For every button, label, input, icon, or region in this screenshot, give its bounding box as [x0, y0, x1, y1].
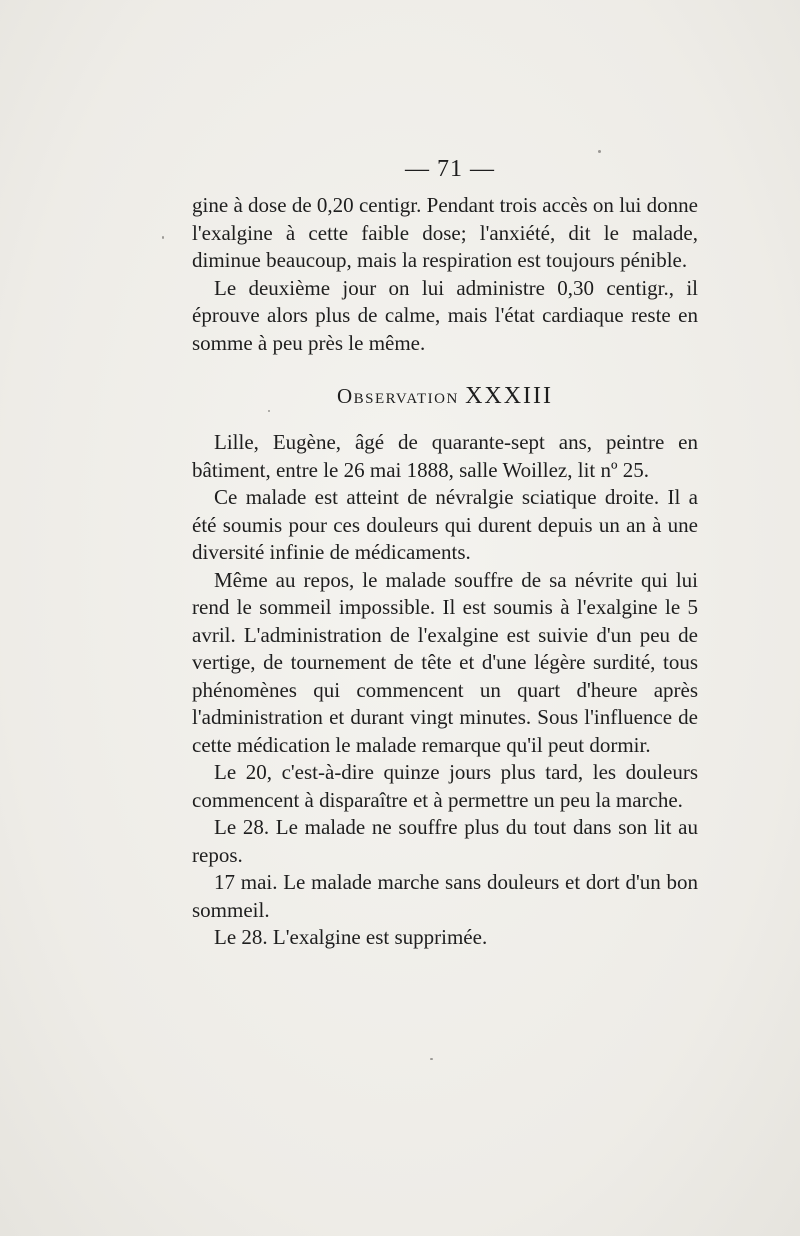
paper-speck: [162, 236, 164, 239]
paper-speck: [268, 410, 270, 412]
observation-heading-number: XXXIII: [465, 383, 554, 409]
second-day-paragraph: Le deuxième jour on lui administre 0,30 centigr., il éprouve alors plus de calme, mais l'état cardiaque reste en somme à peu près le même.: [192, 275, 698, 355]
paper-speck: [598, 150, 601, 153]
observation-heading: [192, 381, 698, 411]
continued-paragraph: gine à dose de 0,20 centigr. Pendant trois accès on lui donne l'exalgine à cette faible dose; l'anxiété, dit le malade, diminue beaucoup, mais la respiration est toujours pénible.: [192, 193, 698, 272]
patient-intro-paragraph: Lille, Eugène, âgé de quarante-sept ans, peintre en bâtiment, entre le 26 mai 1888, salle Woillez, lit nº 25.: [192, 430, 698, 482]
page-number: — 71 —: [405, 156, 495, 182]
observation-heading-word: Observation: [336, 384, 459, 408]
final-28-paragraph: Le 28. L'exalgine est supprimée.: [214, 925, 488, 949]
day-28-paragraph: Le 28. Le malade ne souffre plus du tout dans son lit au repos.: [192, 815, 698, 867]
day-20-paragraph: Le 20, c'est-à-dire quinze jours plus tard, les douleurs commencent à disparaître et à permettre un peu la marche.: [192, 760, 698, 812]
may-17-paragraph: 17 mai. Le malade marche sans douleurs et dort d'un bon sommeil.: [192, 870, 698, 922]
treatment-paragraph: Même au repos, le malade souffre de sa névrite qui lui rend le sommeil impossible. Il est soumis à l'exalgine le 5 avril. L'administration de l'exalgine est suivie d'un peu de vertige, de tournement de tête et d'une légère surdité, tous phénomènes qui commencent un quart d'heure après l'administration et durant vingt minutes. Sous l'influence de cette médication le malade remarque qu'il peut dormir.: [192, 567, 698, 757]
diagnosis-paragraph: Ce malade est atteint de névralgie sciatique droite. Il a été soumis pour ces douleurs qui durent depuis un an à une diversité infinie de médicaments.: [192, 485, 698, 564]
paper-speck: [430, 1058, 433, 1060]
page-body: [192, 192, 698, 952]
